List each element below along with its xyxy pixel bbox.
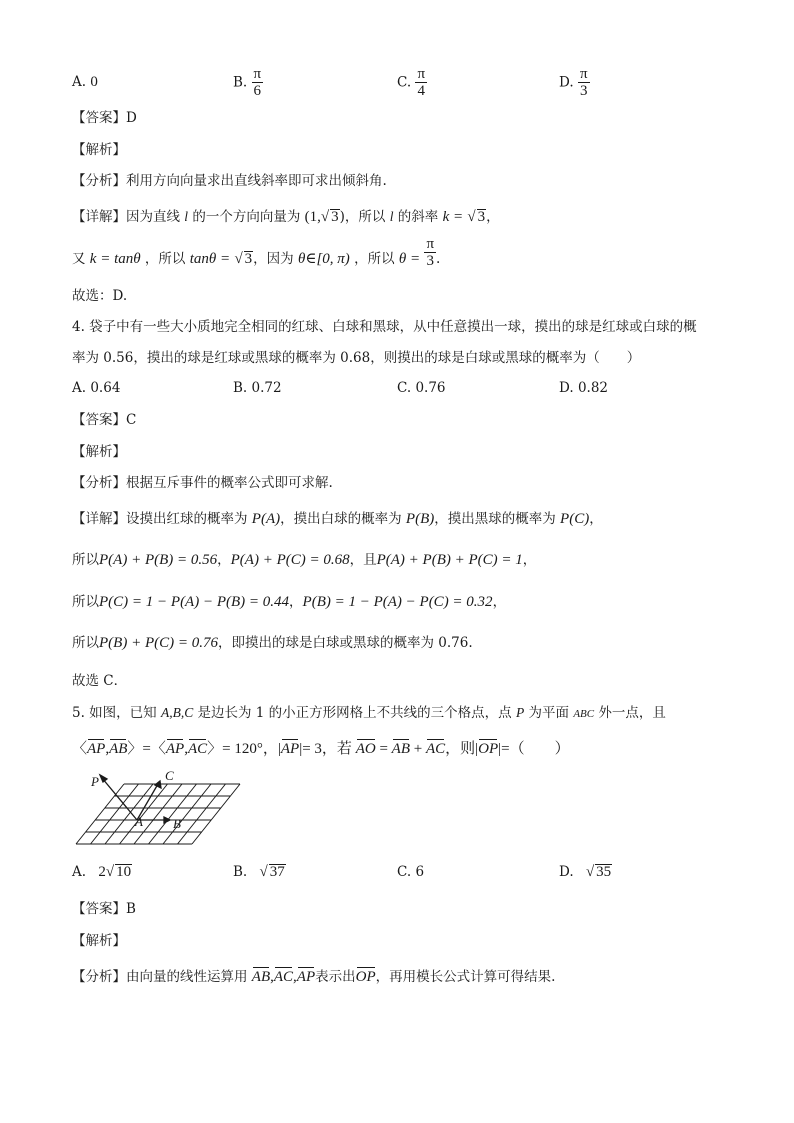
text: ，若 bbox=[321, 741, 352, 757]
q5-option-d: D. √ 35 bbox=[559, 864, 612, 880]
q4-option-a bbox=[72, 380, 120, 396]
text: 5. 如图，已知 bbox=[72, 705, 157, 721]
text: ，所以 bbox=[144, 251, 186, 267]
text: 所以 bbox=[72, 635, 99, 651]
math: 〉= 120° bbox=[207, 741, 263, 757]
q4-option-c bbox=[397, 380, 446, 396]
text: ，因为 bbox=[253, 251, 294, 267]
text: ， bbox=[492, 594, 507, 610]
vector-ap: AP bbox=[280, 741, 300, 757]
answer-value: B bbox=[126, 901, 136, 917]
math: , bbox=[293, 969, 297, 985]
math-var: l bbox=[184, 209, 189, 224]
fenxi-tag: 【分析】 bbox=[72, 969, 126, 985]
vector-ac: AC bbox=[187, 741, 208, 757]
q4-answer-line bbox=[72, 411, 136, 429]
fraction-numerator: π bbox=[253, 66, 262, 82]
grid-lines bbox=[76, 784, 240, 844]
math: P(B) + P(C) = 0.76 bbox=[99, 635, 218, 651]
fraction-numerator: π bbox=[579, 66, 588, 82]
text: 表示出 bbox=[315, 969, 356, 985]
text: |=（ ） bbox=[498, 741, 570, 757]
q4-fenxi-line bbox=[72, 474, 333, 492]
q4-detail-line-2 bbox=[72, 551, 536, 569]
option-letter: D. bbox=[559, 74, 574, 91]
vector-ap: AP bbox=[87, 741, 106, 757]
option-letter: D. bbox=[559, 380, 574, 396]
math: P(A) + P(B) + P(C) = 1 bbox=[376, 552, 523, 568]
fraction-denominator: 3 bbox=[426, 253, 434, 269]
vector-ac: AC bbox=[425, 741, 446, 757]
text: 由向量的线性运算用 bbox=[126, 969, 248, 985]
fenxi-text: 根据互斥事件的概率公式即可求解. bbox=[126, 475, 333, 491]
text: 的一个方向向量为 bbox=[192, 209, 301, 225]
answer-tag: 【答案】 bbox=[72, 901, 126, 917]
q4-detail-line-1 bbox=[72, 510, 603, 528]
option-value: 0.76 bbox=[415, 380, 446, 396]
q5-option-b: B. √ 37 bbox=[233, 864, 285, 880]
detail-tag: 【详解】 bbox=[72, 511, 126, 527]
text: . bbox=[436, 251, 441, 267]
q3-detail-line-2: 又 k = tanθ ，所以 tanθ = √ 3，因为 θ∈[0, π) ，所以 θ = $\frac{\pi}{3}$ . bbox=[72, 236, 441, 269]
option-value: 0 bbox=[90, 74, 98, 90]
label-a: A bbox=[135, 814, 143, 829]
math: 〈 bbox=[72, 741, 88, 757]
text: 又 bbox=[72, 251, 86, 267]
detail-tag: 【详解】 bbox=[72, 209, 126, 225]
q3-option-d bbox=[559, 66, 590, 99]
arrowhead-icon bbox=[100, 775, 107, 782]
q3-answer-line bbox=[72, 109, 137, 127]
text: ，摸出黑球的概率为 bbox=[434, 511, 556, 527]
text: ， bbox=[217, 552, 231, 568]
q5-option-a: A. 2√ 10 bbox=[72, 864, 132, 880]
text: ，再用模长公式计算可得结果. bbox=[375, 969, 556, 985]
answer-tag: 【答案】 bbox=[72, 412, 126, 428]
q5-fenxi-line bbox=[72, 968, 555, 986]
option-value: 0.82 bbox=[577, 380, 608, 396]
option-letter: B. bbox=[233, 380, 248, 396]
q3-fenxi-line bbox=[72, 172, 387, 190]
q4-detail-line-4 bbox=[72, 634, 473, 652]
text: ，则| bbox=[445, 741, 479, 757]
math: P(A) bbox=[251, 511, 281, 527]
option-letter: C. bbox=[397, 380, 412, 396]
vector-op: OP bbox=[478, 741, 499, 757]
math-radicand: 3 bbox=[331, 209, 339, 225]
math: P(B) bbox=[405, 511, 435, 527]
vector-ap: AP bbox=[296, 969, 316, 985]
option-fraction bbox=[252, 66, 264, 99]
option-radicand: 35 bbox=[596, 864, 612, 880]
q5-option-c bbox=[397, 864, 424, 880]
q3-analysis-tag: 【解析】 bbox=[72, 142, 126, 158]
vector-ac: AC bbox=[273, 969, 294, 985]
answer-value: D bbox=[126, 110, 137, 126]
math: ，| bbox=[262, 741, 281, 757]
math: P(C) = 1 − P(A) − P(B) = 0.44 bbox=[99, 594, 290, 610]
q4-analysis-tag: 【解析】 bbox=[72, 444, 126, 460]
fenxi-tag: 【分析】 bbox=[72, 475, 126, 491]
option-letter: B. bbox=[233, 74, 248, 91]
q4-option-b bbox=[233, 380, 282, 396]
q4-option-d bbox=[559, 380, 608, 396]
text: 是边长为 1 的小正方形网格上不共线的三个格点，点 bbox=[197, 705, 512, 721]
vector-ab: AB bbox=[109, 741, 128, 757]
option-value: 6 bbox=[415, 864, 425, 880]
q4-detail-line-3 bbox=[72, 593, 506, 611]
text: 因为直线 bbox=[126, 209, 180, 225]
math: k = tanθ bbox=[89, 251, 141, 267]
math: , bbox=[105, 741, 110, 757]
q3-option-c bbox=[397, 66, 427, 99]
q5-stem-line-1 bbox=[72, 704, 666, 723]
fenxi-tag: 【分析】 bbox=[72, 173, 126, 189]
math-radicand: 3 bbox=[244, 251, 253, 267]
label-c: C bbox=[165, 768, 174, 783]
math: P(B) = 1 − P(A) − P(C) = 0.32 bbox=[302, 594, 493, 610]
q4-stem-line-2: 率为 0.56，摸出的球是红球或黑球的概率为 0.68，则摸出的球是白球或黑球的概率为（ ） bbox=[72, 350, 641, 366]
q4-conclusion: 故选 C． bbox=[72, 673, 128, 689]
math-radicand: 3 bbox=[477, 209, 486, 225]
text: 外一点，且 bbox=[598, 705, 666, 721]
option-letter: A. bbox=[72, 380, 87, 396]
math: + bbox=[413, 741, 423, 757]
text: 为平面 bbox=[528, 705, 570, 721]
answer-value: C bbox=[126, 412, 137, 428]
option-radicand: 37 bbox=[269, 864, 285, 880]
text: )，所以 bbox=[339, 209, 386, 225]
option-letter: A. bbox=[72, 74, 87, 90]
option-letter: A. bbox=[72, 864, 87, 880]
fraction-numerator: π bbox=[426, 236, 435, 252]
fraction-denominator: 4 bbox=[417, 83, 425, 99]
text: ，且 bbox=[349, 552, 377, 568]
option-radicand: 10 bbox=[116, 864, 132, 880]
fenxi-text: 利用方向向量求出直线斜率即可求出倾斜角. bbox=[126, 173, 387, 189]
math: P(A) + P(C) = 0.68 bbox=[230, 552, 350, 568]
fraction-denominator: 6 bbox=[253, 83, 262, 99]
text: 设摸出红球的概率为 bbox=[126, 511, 248, 527]
math: P(C) bbox=[560, 511, 590, 527]
option-value: 0.72 bbox=[251, 380, 282, 396]
text: ，摸出白球的概率为 bbox=[280, 511, 402, 527]
q4-stem-line-1: 4. 袋子中有一些大小质地完全相同的红球、白球和黑球，从中任意摸出一球，摸出的球是红球或白球的概 bbox=[72, 319, 697, 335]
option-coefficient: 2 bbox=[98, 864, 106, 880]
math: θ∈[0, π) bbox=[297, 251, 350, 267]
q3-detail-line-1: 【详解】因为直线 l 的一个方向向量为 (1,√ 3)，所以 l 的斜率 k = √ 3， bbox=[72, 209, 500, 225]
vector-op: OP bbox=[355, 969, 376, 985]
vector-ab: AB bbox=[251, 969, 271, 985]
q3-option-b bbox=[233, 66, 263, 99]
option-letter: C. bbox=[397, 74, 412, 91]
text: ， bbox=[589, 511, 603, 527]
q3-option-a bbox=[72, 74, 98, 91]
text: ，所以 bbox=[354, 251, 395, 267]
math: P bbox=[515, 705, 525, 720]
math: , bbox=[184, 741, 188, 757]
grid-figure bbox=[70, 768, 250, 850]
text: ， bbox=[486, 209, 500, 225]
vector-ao: AO bbox=[355, 741, 376, 757]
fraction-numerator: π bbox=[417, 66, 426, 82]
fraction bbox=[424, 236, 436, 269]
math: |= 3 bbox=[299, 741, 322, 757]
option-letter: C. bbox=[397, 864, 412, 880]
fraction-denominator: 3 bbox=[579, 83, 588, 99]
math-var: l bbox=[389, 209, 394, 224]
math: P(A) + P(B) = 0.56 bbox=[99, 552, 218, 568]
math: = bbox=[379, 741, 388, 757]
math: θ = bbox=[398, 251, 421, 267]
text: 所以 bbox=[72, 552, 99, 568]
text: ， bbox=[289, 594, 303, 610]
option-fraction bbox=[415, 66, 427, 99]
answer-tag: 【答案】 bbox=[72, 110, 126, 126]
math: 〉=〈 bbox=[127, 741, 166, 757]
math: , bbox=[270, 969, 274, 985]
option-letter: D. bbox=[559, 864, 574, 880]
math: ABC bbox=[573, 708, 595, 720]
text: ，即摸出的球是白球或黑球的概率为 0.76. bbox=[217, 635, 473, 651]
label-p: P bbox=[91, 774, 99, 789]
q5-answer-line bbox=[72, 900, 136, 918]
q5-analysis-tag: 【解析】 bbox=[72, 933, 126, 949]
text: 所以 bbox=[72, 594, 99, 610]
option-letter: B. bbox=[233, 864, 248, 880]
vector-ap: AP bbox=[165, 741, 185, 757]
vector-ab: AB bbox=[391, 741, 410, 757]
math: k = bbox=[442, 209, 464, 225]
option-value: 0.64 bbox=[90, 380, 121, 396]
math: (1, bbox=[304, 209, 321, 225]
math: A,B,C bbox=[160, 705, 194, 720]
q5-stem-line-2 bbox=[72, 740, 570, 758]
label-b: B bbox=[173, 816, 181, 831]
option-fraction bbox=[578, 66, 590, 99]
q3-conclusion: 故选：D. bbox=[72, 288, 128, 304]
text: ， bbox=[522, 552, 537, 568]
text: 的斜率 bbox=[397, 209, 439, 225]
math: tanθ = bbox=[189, 251, 231, 267]
